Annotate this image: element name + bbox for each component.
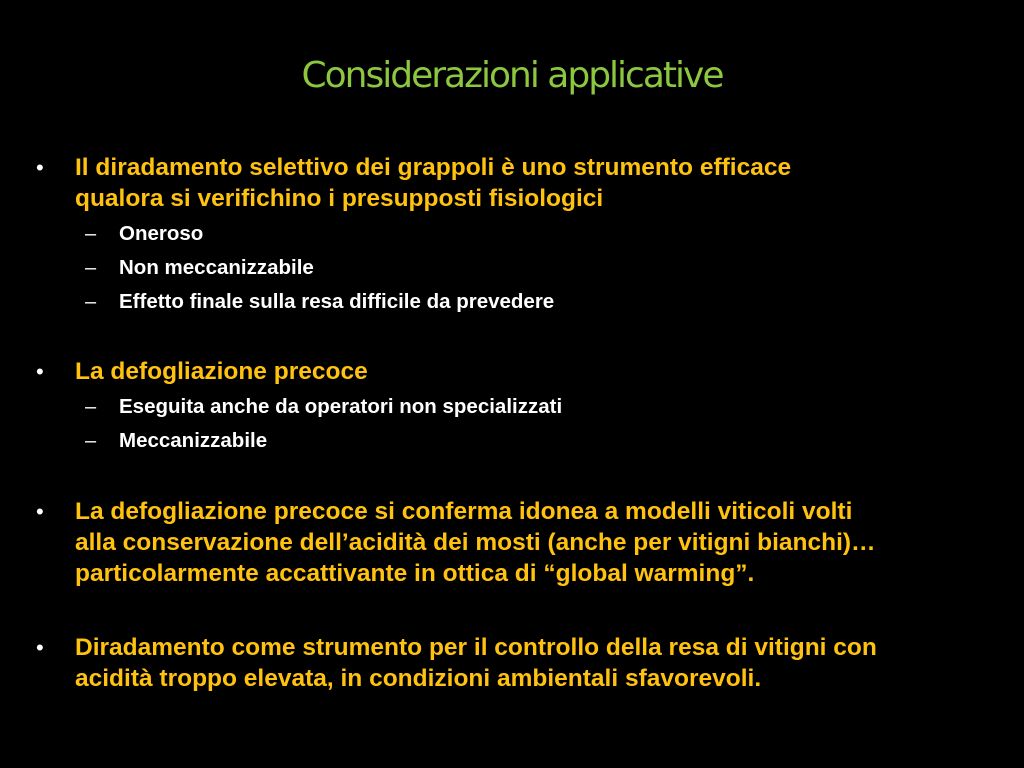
sub-text-1-3: Effetto finale sulla resa difficile da prevedere (119, 290, 555, 313)
dash-marker: – (85, 396, 97, 418)
dash-marker: – (85, 430, 97, 452)
dash-marker: – (85, 223, 97, 245)
bullet-marker: • (36, 359, 44, 384)
bullet-text-2: La defogliazione precoce (75, 358, 368, 385)
dash-marker: – (85, 291, 97, 313)
slide-title: Considerazioni applicative (301, 55, 723, 96)
bullet-marker: • (36, 635, 44, 660)
bullet-text-3: La defogliazione precoce si conferma idonea a modelli viticoli volti alla conservazione dell’acidità dei mosti (anche per vitigni bianchi)… particolarmente accattivante in ottica di “global warming”. (75, 498, 876, 587)
sub-text-1-1: Oneroso (119, 222, 204, 245)
bullet-text-4: Diradamento come strumento per il controllo della resa di vitigni con acidità troppo elevata, in condizioni ambientali sfavorevoli. (75, 634, 877, 692)
dash-marker: – (85, 257, 97, 279)
bullet-marker: • (36, 499, 44, 524)
bullet-text-1: Il diradamento selettivo dei grappoli è uno strumento efficace qualora si verifichino i presupposti fisiologici (75, 154, 792, 212)
sub-text-2-2: Meccanizzabile (119, 429, 268, 452)
bullet-marker: • (36, 155, 44, 180)
sub-text-2-1: Eseguita anche da operatori non specializzati (119, 395, 563, 418)
sub-text-1-2: Non meccanizzabile (119, 256, 314, 279)
